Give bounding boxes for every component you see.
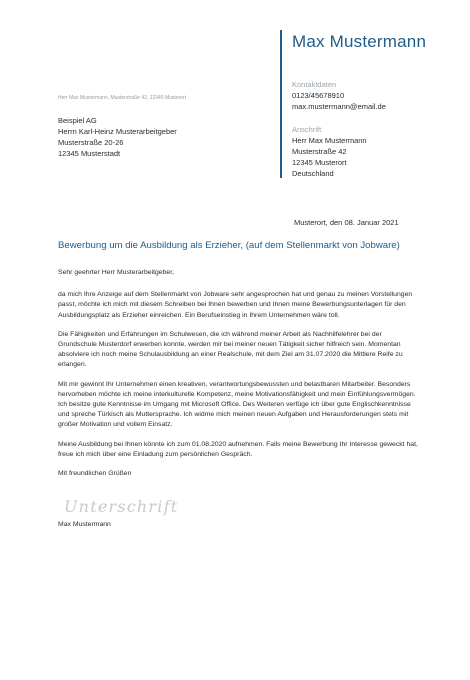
- address-block: [292, 124, 367, 179]
- address-line: Deutschland: [292, 169, 334, 178]
- recipient-line: Herrn Karl-Heinz Musterarbeitgeber: [58, 127, 177, 136]
- letter-subject: Bewerbung um die Ausbildung als Erzieher, (auf dem Stellenmarkt von Jobware): [58, 240, 400, 251]
- body-paragraph: Meine Ausbildung bei Ihnen könnte ich zum 01.08.2020 aufnehmen. Falls meine Bewerbung Ihr Interesse geweckt hat, freue ich mich über eine Einladung zum persönlichen Gespräch.: [58, 440, 418, 458]
- body-paragraph: da mich Ihre Anzeige auf dem Stellenmarkt von Jobware sehr angesprochen hat und genau zu meinen Vorstellungen passt, möchte ich mich mit diesem Schreiben bei Ihnen bewerben und Ihnen meine Bewerbungsunterlagen für den Ausbildungsplatz als Erzieher einreichen. Ein Berufseinstieg in Ihrem Unternehmen wäre toll.: [58, 291, 413, 319]
- body-paragraph: Die Fähigkeiten und Erfahrungen im Schulwesen, die ich während meiner Arbeit als Nachhilfelehrer bei der Grundschule Musterdorf erwerben konnte, werden mir bei meiner neuen Tätigkeit sicher hilfreich sein. Momentan absolviere ich noch meine Schulausbildung an einer Realschule, mit dem Ziel am 31.07.2020 die Mittlere Reife zu erlangen.: [58, 330, 403, 369]
- recipient-line: Beispiel AG: [58, 116, 97, 125]
- contact-block: [292, 79, 386, 112]
- salutation: Sehr geehrter Herr Musterarbeitgeber,: [58, 269, 175, 276]
- recipient-line: 12345 Musterstadt: [58, 149, 121, 158]
- phone-number: 0123/45678910: [292, 91, 345, 100]
- address-label: Anschrift: [292, 125, 322, 134]
- letter-date: Musterort, den 08. Januar 2021: [294, 218, 399, 227]
- recipient-line: Musterstraße 20-26: [58, 138, 124, 147]
- signature-name: Max Mustermann: [58, 521, 111, 528]
- address-line: Musterstraße 42: [292, 147, 347, 156]
- body-paragraph: Mit mir gewinnt Ihr Unternehmen einen kreativen, verantwortungsbewussten und belastbaren Mitarbeiter. Besonders hervorheben möchte ich meine interkulturelle Kompetenz, meine Motivationsfähigkeit und mein Einfühlungsvermögen. Ich besitze gute Kenntnisse im Umgang mit Microsoft Office. Des Weiteren verfüge ich über gute Englischkenntnisse und spreche Türkisch als Muttersprache. Ich widme mich meinen neuen Aufgaben und Herausforderungen stets mit großer Motivation und vollem Einsatz.: [58, 380, 416, 429]
- letter-body: [58, 268, 420, 488]
- header-divider-line: [280, 30, 282, 178]
- contact-label: Kontaktdaten: [292, 80, 337, 89]
- applicant-name: Max Mustermann: [292, 32, 427, 51]
- signature-image: Unterschrift: [64, 497, 179, 516]
- closing: Mit freundlichen Grüßen: [58, 470, 132, 478]
- address-line: Herr Max Mustermann: [292, 136, 367, 145]
- address-line: 12345 Musterort: [292, 158, 347, 167]
- recipient-block: [58, 115, 177, 159]
- sender-return-line: Herr Max Mustermann, Musterstraße 42, 12345 Musterort: [58, 95, 187, 101]
- email-address: max.mustermann@email.de: [292, 102, 386, 111]
